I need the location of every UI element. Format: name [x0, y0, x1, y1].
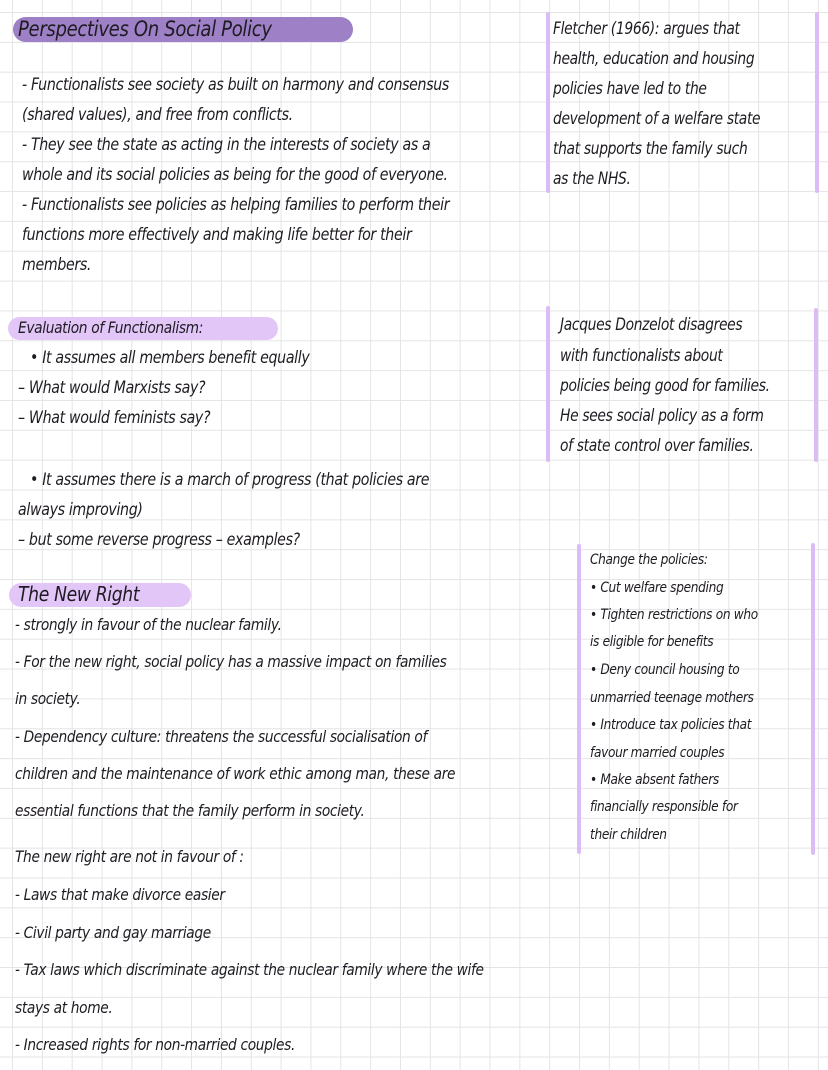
text-line: He sees social policy as a form	[560, 406, 764, 425]
note-right-bar	[815, 12, 819, 193]
text-line: – but some reverse progress – examples?	[18, 530, 300, 549]
text-line: - Functionalists see society as built on harmony and consensus	[22, 75, 449, 94]
text-line: stays at home.	[15, 998, 113, 1017]
text-line: – What would Marxists say?	[18, 378, 206, 397]
text-line: • It assumes all members benefit equally	[30, 348, 310, 367]
note-left-bar	[577, 544, 581, 854]
text-line: as the NHS.	[553, 169, 631, 188]
text-line: - For the new right, social policy has a massive impact on families	[15, 652, 447, 671]
text-line: in society.	[15, 689, 81, 708]
text-line: • Deny council housing to	[590, 662, 740, 678]
text-line: unmarried teenage mothers	[590, 690, 754, 706]
evaluation-heading: Evaluation of Functionalism:	[18, 318, 203, 337]
text-line: - Functionalists see policies as helping families to perform their	[22, 195, 450, 214]
text-line: - They see the state as acting in the interests of society as a	[22, 135, 431, 154]
note-right-bar	[811, 543, 815, 855]
text-line: development of a welfare state	[553, 109, 761, 128]
text-line: Jacques Donzelot disagrees	[560, 315, 743, 334]
text-line: children and the maintenance of work ethic among man, these are	[15, 764, 456, 783]
text-line: • Introduce tax policies that	[590, 717, 752, 733]
text-line: • It assumes there is a march of progress (that policies are	[30, 470, 430, 489]
text-line: financially responsible for	[590, 799, 738, 815]
text-line: • Cut welfare spending	[590, 580, 724, 596]
text-line: essential functions that the family perform in society.	[15, 801, 365, 820]
text-line: Fletcher (1966): argues that	[553, 19, 740, 38]
text-line: is eligible for benefits	[590, 634, 714, 650]
note-left-bar	[546, 12, 550, 193]
text-line: of state control over families.	[560, 436, 754, 455]
text-line: health, education and housing	[553, 49, 755, 68]
note-right-bar	[814, 308, 818, 462]
text-line: • Make absent fathers	[590, 772, 719, 788]
text-line: Change the policies:	[590, 552, 708, 568]
text-line: their children	[590, 827, 667, 843]
text-line: that supports the family such	[553, 139, 748, 158]
text-line: (shared values), and free from conflicts.	[22, 105, 293, 124]
new-right-heading: The New Right	[18, 582, 140, 606]
text-line: whole and its social policies as being for the good of everyone.	[22, 165, 448, 184]
text-line: policies being good for families.	[560, 376, 770, 395]
text-line: - Laws that make divorce easier	[15, 885, 225, 904]
text-line: functions more effectively and making life better for their	[22, 225, 412, 244]
page-title: Perspectives On Social Policy	[18, 17, 272, 41]
not-in-favour-heading: The new right are not in favour of :	[15, 847, 244, 866]
text-line: - Dependency culture: threatens the successful socialisation of	[15, 727, 428, 746]
text-line: policies have led to the	[553, 79, 707, 98]
text-line: - Tax laws which discriminate against the nuclear family where the wife	[15, 960, 484, 979]
text-line: with functionalists about	[560, 346, 723, 365]
text-line: - strongly in favour of the nuclear family.	[15, 615, 282, 634]
text-line: - Increased rights for non-married couples.	[15, 1035, 296, 1054]
text-line: favour married couples	[590, 745, 725, 761]
text-line: members.	[22, 255, 92, 274]
text-line: - Civil party and gay marriage	[15, 923, 211, 942]
text-line: – What would feminists say?	[18, 408, 211, 427]
note-left-bar	[546, 306, 550, 462]
text-line: • Tighten restrictions on who	[590, 607, 758, 623]
text-line: always improving)	[18, 500, 143, 519]
